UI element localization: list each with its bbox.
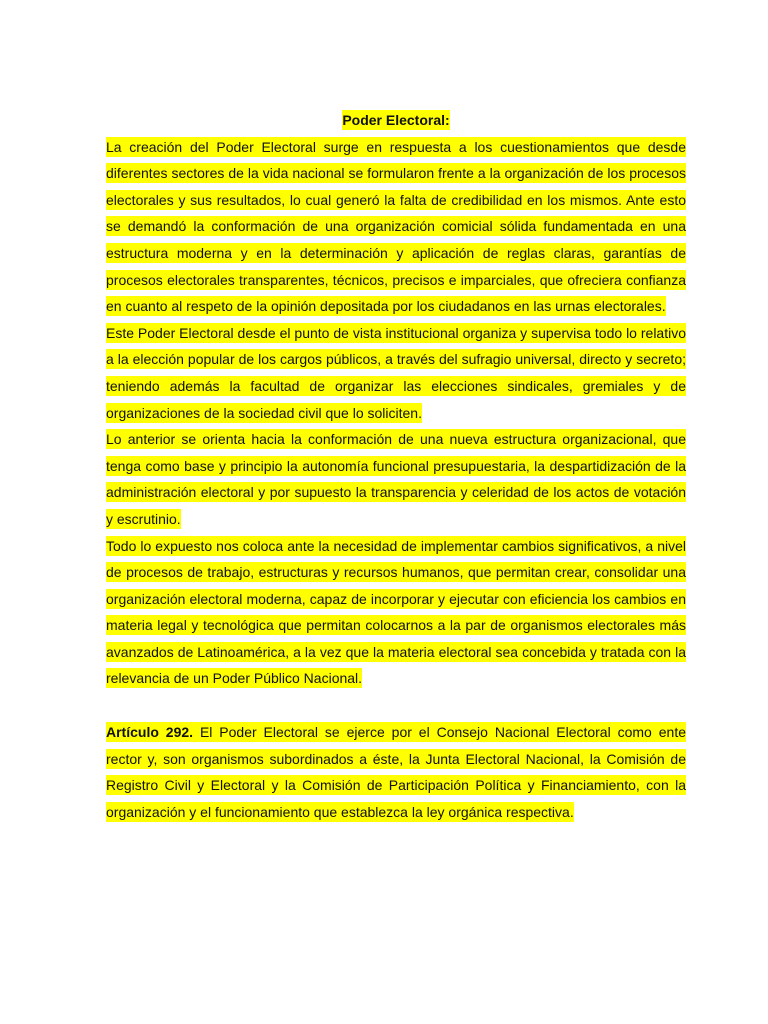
- article-292-label: Artículo 292.: [106, 724, 194, 741]
- paragraph-needed-changes-text: Todo lo expuesto nos coloca ante la necesidad de implementar cambios significativos, a nivel de procesos de trabajo, estructuras y recursos humanos, que permitan crear, consolidar una organización electoral moderna, capaz de incorporar y ejecutar con eficiencia los cambios en materia legal y tecnológica que permitan colocarnos a la par de organismos electorales más avanzados de Latinoamérica, a la vez que la materia electoral sea concebida y tratada con la relevancia de un Poder Público Nacional.: [106, 537, 686, 687]
- paragraph-origin: [106, 134, 686, 320]
- document-title: [106, 107, 686, 134]
- document-page: [106, 107, 686, 825]
- paragraph-origin-text: La creación del Poder Electoral surge en respuesta a los cuestionamientos que desde diferentes sectores de la vida nacional se formularon frente a la organización de los procesos electorales y sus resultados, lo cual generó la falta de credibilidad en los mismos. Ante esto se demandó la conformación de una organización comicial sólida fundamentada en una estructura moderna y en la determinación y aplicación de reglas claras, garantías de procesos electorales transparentes, técnicos, precisos e imparciales, que ofreciera confianza en cuanto al respeto de la opinión depositada por los ciudadanos en las urnas electorales.: [106, 138, 686, 315]
- paragraph-new-structure-text: Lo anterior se orienta hacia la conformación de una nueva estructura organizacional, que tenga como base y principio la autonomía funcional presupuestaria, la despartidización de la administración electoral y por supuesto la transparencia y celeridad de los actos de votación y escrutinio.: [106, 431, 686, 527]
- document-title-text: Poder Electoral:: [342, 112, 450, 128]
- paragraph-institutional-role-text: Este Poder Electoral desde el punto de vista institucional organiza y supervisa todo lo relativo a la elección popular de los cargos públicos, a través del sufragio universal, directo y secreto; teniendo además la facultad de organizar las elecciones sindicales, gremiales y de organizaciones de la sociedad civil que lo soliciten.: [106, 324, 686, 421]
- article-292: [106, 719, 686, 825]
- article-292-text: El Poder Electoral se ejerce por el Consejo Nacional Electoral como ente rector y, son organismos subordinados a éste, la Junta Electoral Nacional, la Comisión de Registro Civil y Electoral y la Comisión de Participación Política y Financiamiento, con la organización y el funcionamiento que establezca la ley orgánica respectiva.: [106, 724, 686, 820]
- paragraph-new-structure: [106, 426, 686, 532]
- paragraph-institutional-role: [106, 320, 686, 426]
- paragraph-spacer: [106, 692, 686, 719]
- paragraph-needed-changes: [106, 533, 686, 693]
